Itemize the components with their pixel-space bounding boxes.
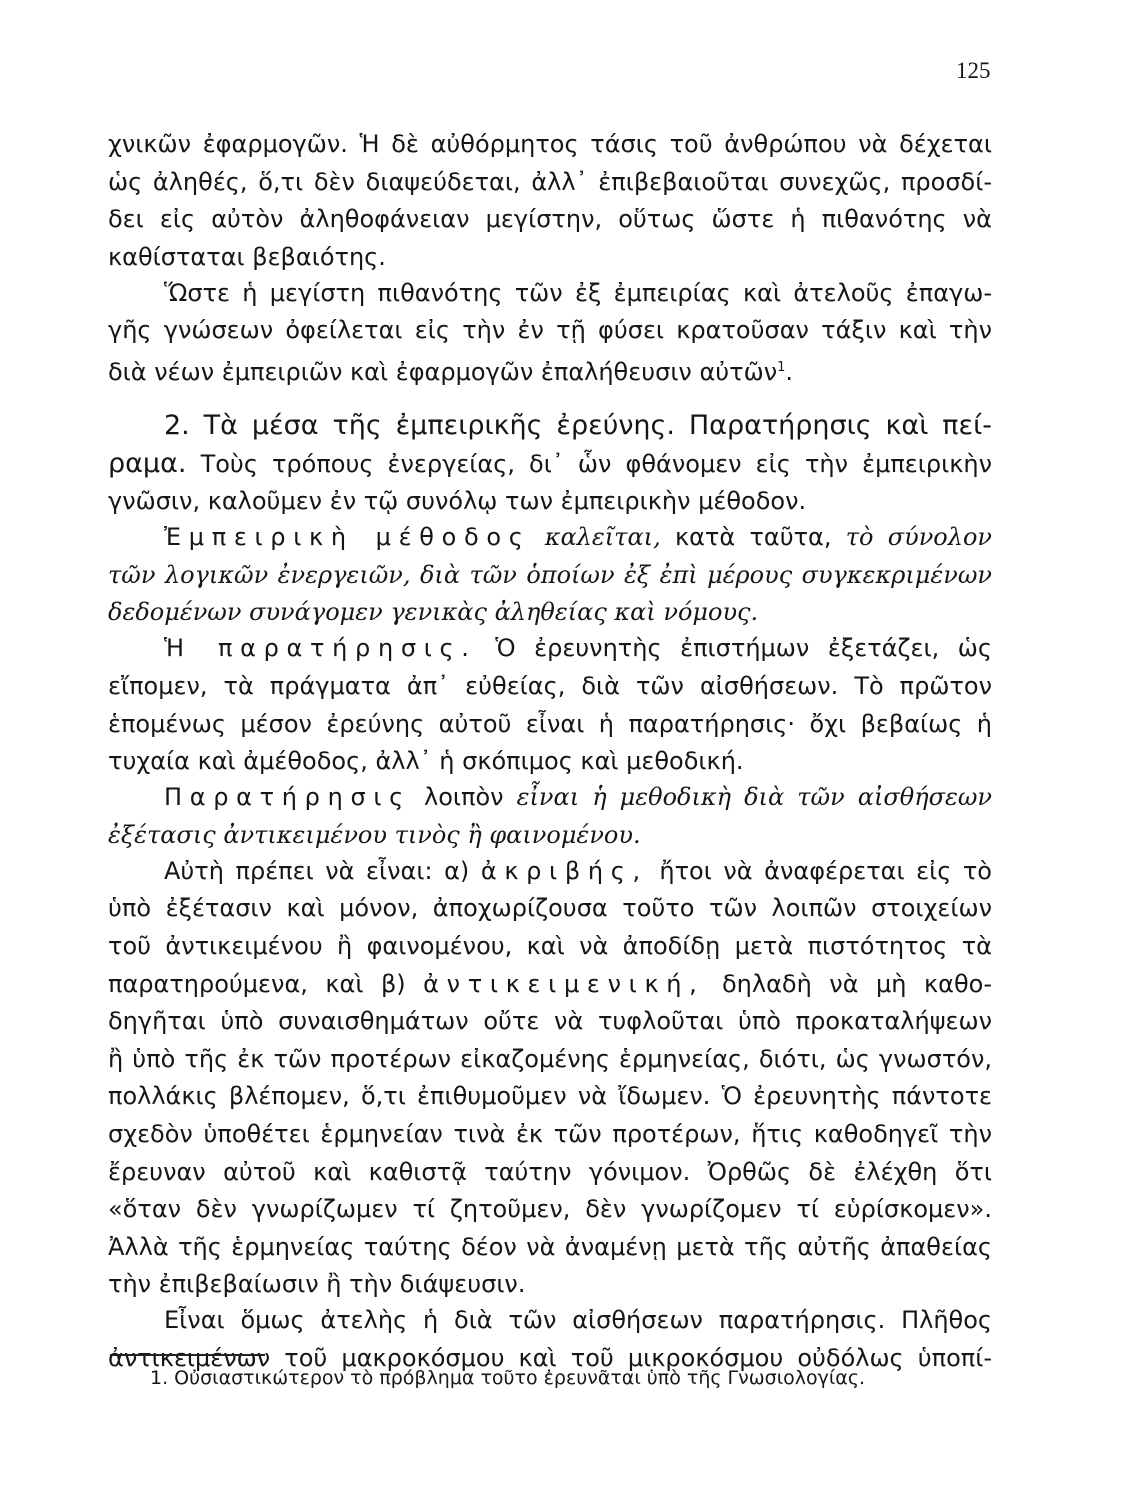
- text-line: [108, 855, 992, 887]
- text-line: [108, 632, 992, 664]
- text-fragment: λοιπὸν: [410, 783, 517, 812]
- text-fragment: Ὁ ἐρευνητὴς ἐπιστήμων ἐξετάζει, ὡς: [476, 634, 992, 663]
- spaced-term: Ἐμπειρικὴ μέθοδος: [164, 523, 531, 552]
- text-fragment: κατὰ ταῦτα,: [674, 523, 846, 552]
- text-fragment: τὸ σύνολον: [845, 523, 992, 552]
- text-line: πολλάκις βλέπομεν, ὅ,τι ἐπιθυμοῦμεν νὰ ἴδωμεν. Ὁ ἐρευνητὴς πάντοτε: [108, 1082, 992, 1111]
- text-fragment: Τοὺς τρόπους ἐνεργείας, δι᾽ ὧν φθάνομεν εἰς τὴν ἐμπειρικὴν: [186, 449, 992, 478]
- section-heading-end: ραμα.: [108, 447, 187, 479]
- text-line: τὴν ἐπιβεβαίωσιν ἢ τὴν διάψευσιν.: [108, 1270, 526, 1299]
- text-line: «ὅταν δὲν γνωρίζωμεν τί ζητοῦμεν, δὲν γνωρίζομεν τί εὑρίσκομεν».: [108, 1195, 992, 1224]
- spaced-term: Παρατήρησις: [164, 783, 411, 812]
- text-line: [108, 781, 992, 813]
- text-line: [108, 968, 992, 1000]
- text-line: σχεδὸν ὑποθέτει ἑρμηνείαν τινὰ ἐκ τῶν προτέρων, ἥτις καθοδηγεῖ τὴν: [108, 1120, 992, 1148]
- footnote-ref: 1: [777, 360, 786, 375]
- text-line: τοῦ ἀντικειμένου ἢ φαινομένου, καὶ νὰ ἀποδίδῃ μετὰ πιστότητος τὰ: [108, 932, 992, 960]
- text-line: δει εἰς αὐτὸν ἀληθοφάνειαν μεγίστην, οὕτως ὥστε ἡ πιθανότης νὰ: [108, 205, 992, 234]
- text-line: [108, 521, 992, 553]
- text-fragment: παρατηρούμενα, καὶ β): [108, 969, 424, 998]
- text-line: ὡς ἀληθές, ὅ,τι δὲν διαψεύδεται, ἀλλ᾽ ἐπιβεβαιοῦται συνεχῶς, προσδί-: [108, 167, 992, 196]
- spaced-term: ἀκριβής,: [480, 856, 648, 885]
- text-line: τυχαία καὶ ἀμέθοδος, ἀλλ᾽ ἡ σκόπιμος καὶ μεθοδική.: [108, 747, 744, 776]
- text-fragment: εἶναι ἡ μεθοδικὴ διὰ τῶν αἰσθήσεων: [516, 783, 992, 812]
- section-heading: 2. Τὰ μέσα τῆς ἐμπειρικῆς ἐρεύνης. Παρατήρησις καὶ πεί-: [164, 410, 992, 441]
- text-line: ὑπὸ ἐξέτασιν καὶ μόνον, ἀποχωρίζουσα τοῦτο τῶν λοιπῶν στοιχείων: [108, 894, 992, 923]
- text-line: ἀντικειμένων τοῦ μακροκόσμου καὶ τοῦ μικροκόσμου οὐδόλως ὑποπί-: [108, 1344, 992, 1372]
- text-line: ἢ ὑπὸ τῆς ἐκ τῶν προτέρων εἰκαζομένης ἑρμηνείας, διότι, ὡς γνωστόν,: [108, 1044, 992, 1073]
- page-number: 125: [956, 58, 991, 83]
- text-line: [108, 352, 992, 388]
- text-line: [108, 448, 992, 480]
- text-line: ἔρευναν αὐτοῦ καὶ καθιστᾷ ταύτην γόνιμον. Ὀρθῶς δὲ ἐλέχθη ὅτι: [108, 1157, 992, 1186]
- text-fragment: καλεῖται,: [530, 523, 675, 552]
- text-fragment: Αὐτὴ πρέπει νὰ εἶναι: α): [164, 856, 481, 885]
- text-line: Εἶναι ὅμως ἀτελὴς ἡ διὰ τῶν αἰσθήσεων παρατήρησις. Πλῆθος: [164, 1306, 992, 1335]
- text-fragment: δηλαδὴ νὰ μὴ καθο-: [704, 969, 993, 998]
- text-line: Ἀλλὰ τῆς ἑρμηνείας ταύτης δέον νὰ ἀναμένῃ μετὰ τῆς αὐτῆς ἀπαθείας: [108, 1232, 992, 1261]
- text-line: γνῶσιν, καλοῦμεν ἐν τῷ συνόλῳ των ἐμπειρικὴν μέθοδον.: [108, 487, 807, 516]
- text-fragment: .: [785, 358, 794, 386]
- footnote: 1. Οὐσιαστικώτερον τὸ πρόβλημα τοῦτο ἐρευνᾶται ὑπὸ τῆς Γνωσιολογίας.: [150, 1367, 866, 1389]
- text-line: Ὥστε ἡ μεγίστη πιθανότης τῶν ἐξ ἐμπειρίας καὶ ἀτελοῦς ἐπαγω-: [164, 278, 992, 307]
- footnote-rule: [110, 1354, 265, 1356]
- text-line: δηγῆται ὑπὸ συναισθημάτων οὔτε νὰ τυφλοῦται ὑπὸ προκαταλήψεων: [108, 1007, 992, 1036]
- spaced-term: Ἡ παρατήρησις.: [164, 634, 477, 663]
- text-line: γῆς γνώσεων ὀφείλεται εἰς τὴν ἐν τῇ φύσει κρατοῦσαν τάξιν καὶ τὴν: [108, 316, 992, 345]
- text-line: καθίσταται βεβαιότης.: [108, 242, 386, 271]
- text-line: ἐξέτασις ἀντικειμένου τινὸς ἢ φαινομένου.: [108, 820, 641, 849]
- text-line: δεδομένων συνάγομεν γενικὰς ἀληθείας καὶ νόμους.: [108, 598, 759, 627]
- text-line: τῶν λογικῶν ἐνεργειῶν, διὰ τῶν ὁποίων ἐξ ἐπὶ μέρους συγκεκριμένων: [108, 560, 992, 589]
- text-fragment: ἤτοι νὰ ἀναφέρεται εἰς τὸ: [647, 856, 992, 885]
- spaced-term: ἀντικειμενική,: [423, 969, 705, 998]
- text-line: χνικῶν ἐφαρμογῶν. Ἡ δὲ αὐθόρμητος τάσις τοῦ ἀνθρώπου νὰ δέχεται: [108, 130, 992, 158]
- text-line: εἴπομεν, τὰ πράγματα ἀπ᾽ εὐθείας, διὰ τῶν αἰσθήσεων. Τὸ πρῶτον: [108, 672, 992, 700]
- text-line: ἑπομένως μέσον ἐρεύνης αὐτοῦ εἶναι ἡ παρατήρησις· ὄχι βεβαίως ἡ: [108, 709, 992, 738]
- text-fragment: διὰ νέων ἐμπειριῶν καὶ ἐφαρμογῶν ἐπαλήθευσιν αὐτῶν: [108, 358, 778, 386]
